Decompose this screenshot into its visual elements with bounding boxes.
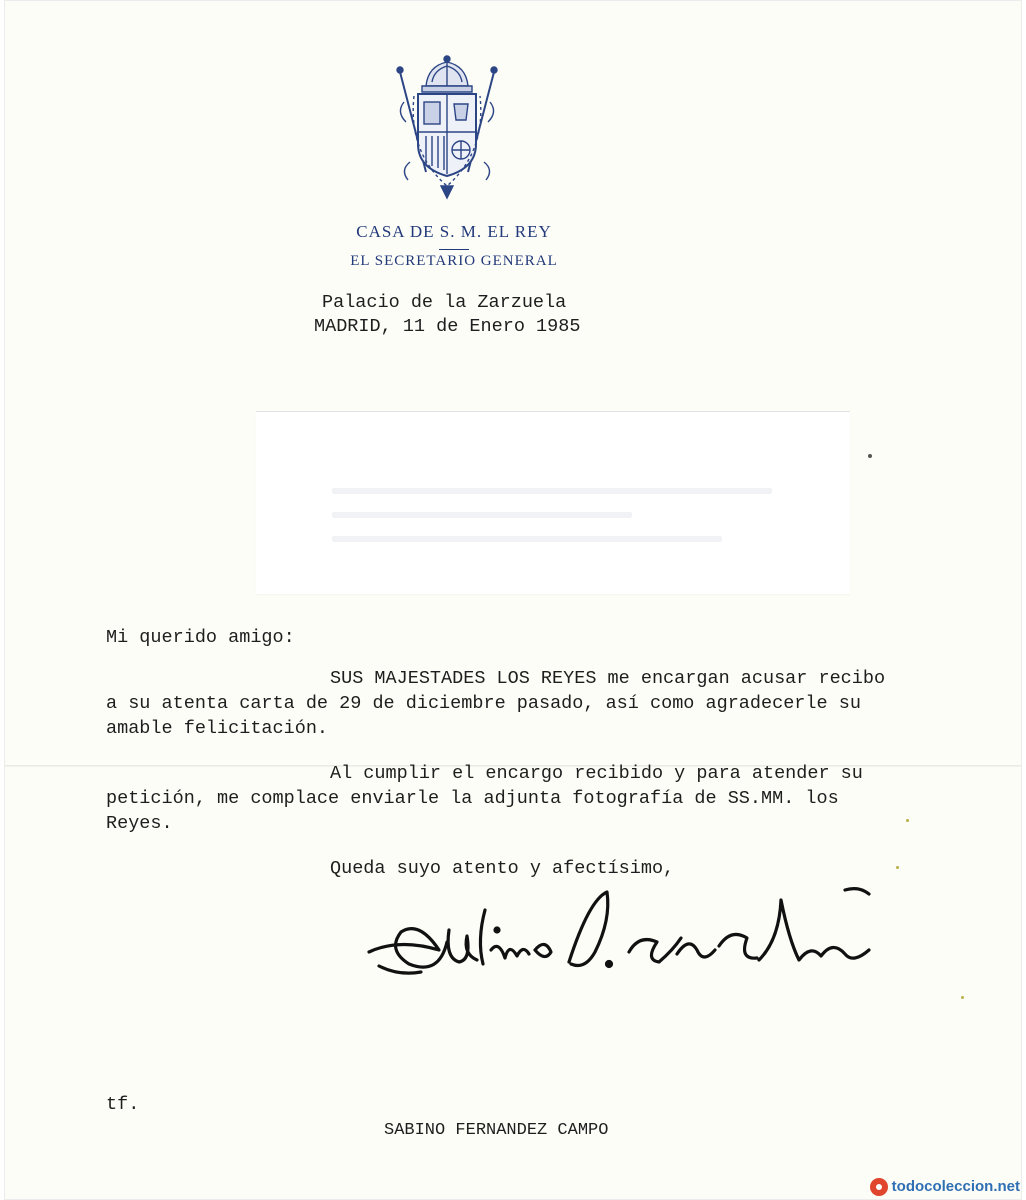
paragraph-line: Reyes. [106,813,173,834]
letter-salutation: Mi querido amigo: [106,627,295,648]
paper-speck [906,819,909,822]
faint-address-line [332,512,632,518]
paragraph-line: Al cumplir el encargo recibido y para atender su [330,763,863,784]
todocoleccion-logo-icon [870,1178,888,1196]
letter-place: Palacio de la Zarzuela [322,292,567,313]
typist-initials: tf. [106,1094,140,1115]
handwritten-signature [359,880,899,1000]
letter-closing: Queda suyo atento y afectísimo, [330,858,675,879]
address-cover-slip [256,411,850,594]
paragraph-line: petición, me complace enviarle la adjunta fotografía de SS.MM. los [106,788,839,809]
letterhead-office-title: EL SECRETARIO GENERAL [350,253,558,269]
paragraph-line: amable felicitación. [106,718,329,739]
paragraph-line: a su atenta carta de 29 de diciembre pasado, así como agradecerle su [106,693,861,714]
royal-coat-of-arms-icon [386,52,508,202]
site-watermark [870,1178,1020,1196]
watermark-text: todocoleccion.net [891,1177,1020,1195]
paper-speck [961,996,964,999]
faint-address-line [332,536,722,542]
signer-name: SABINO FERNANDEZ CAMPO [384,1121,609,1140]
letter-date: MADRID, 11 de Enero 1985 [314,316,581,337]
faint-address-line [332,488,772,494]
letter-page [4,0,1022,1200]
letterhead-divider [439,249,469,250]
paragraph-line: SUS MAJESTADES LOS REYES me encargan acusar recibo [330,668,886,689]
paper-speck [868,454,872,458]
letterhead-house-title: CASA DE S. M. EL REY [356,222,552,241]
paper-speck [896,866,899,869]
